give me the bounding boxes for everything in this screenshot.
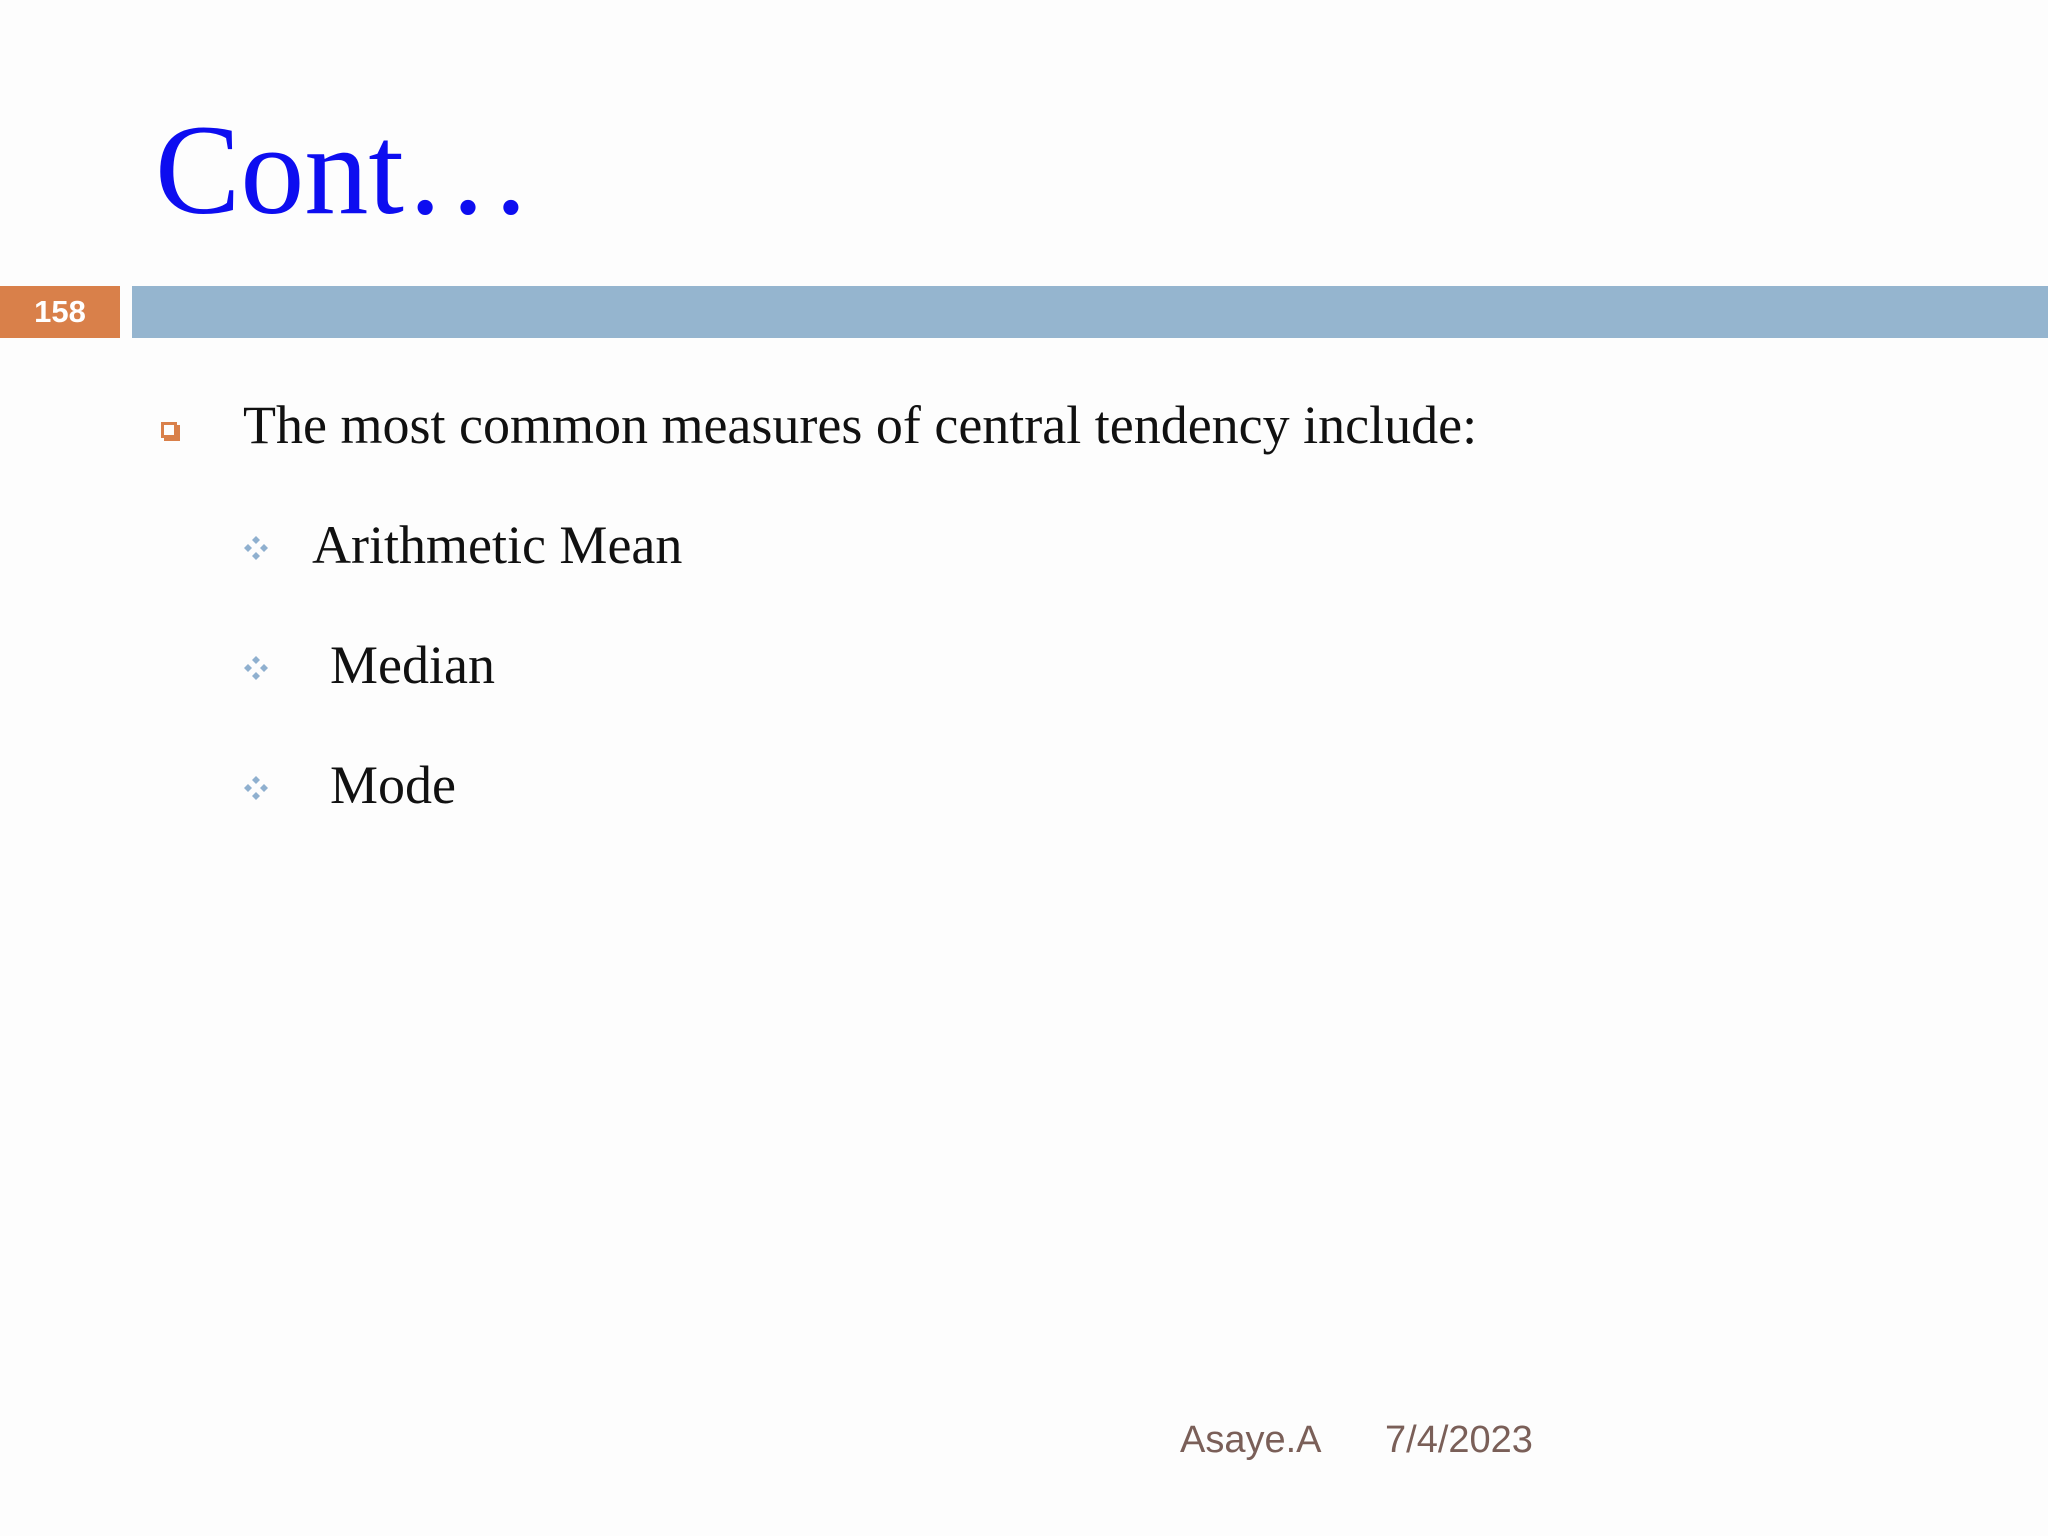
header-bar (132, 286, 2048, 338)
square-bullet-icon (161, 422, 177, 438)
sub-bullet-text: Median (330, 635, 495, 695)
footer-author: Asaye.A (1180, 1419, 1322, 1461)
slide-title: Cont… (155, 99, 532, 241)
footer-date: 7/4/2023 (1385, 1419, 1533, 1461)
four-diamond-icon (242, 774, 270, 802)
four-diamond-icon (242, 534, 270, 562)
four-diamond-icon (242, 654, 270, 682)
slide-number-badge: 158 (0, 286, 120, 338)
sub-bullet-text: Mode (330, 755, 456, 815)
main-bullet-text: The most common measures of central tendency include: (243, 395, 1478, 455)
sub-bullet-text: Arithmetic Mean (312, 515, 683, 575)
